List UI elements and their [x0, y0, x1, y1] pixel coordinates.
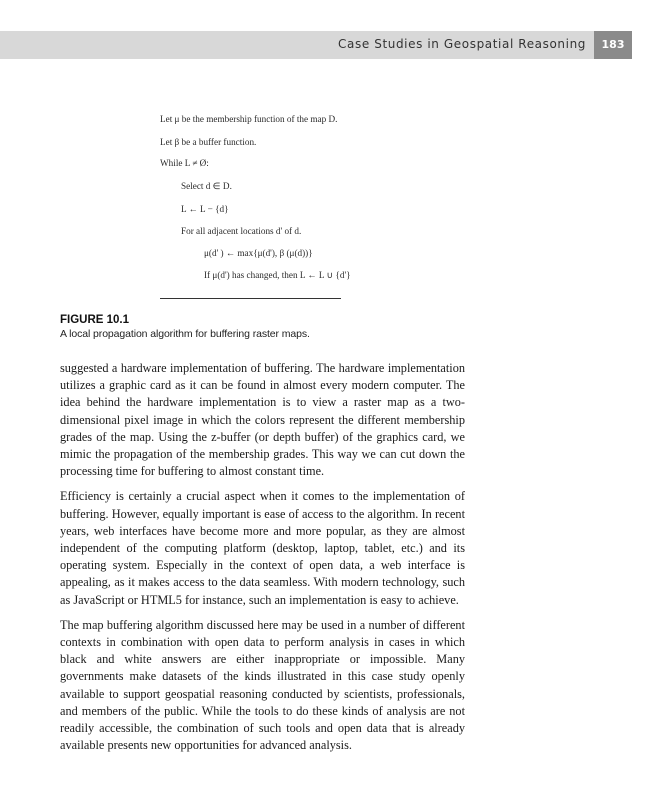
algorithm-line: If μ(d') has changed, then L ← L ∪ {d'} [204, 270, 351, 280]
page-number: 183 [594, 31, 632, 59]
running-header [0, 31, 594, 59]
algorithm-line: While L ≠ Ø: [160, 158, 209, 168]
figure-divider [160, 298, 341, 299]
algorithm-line: μ(d' ) ← max{μ(d'), β (μ(d))} [204, 248, 313, 258]
algorithm-line: Let β be a buffer function. [160, 137, 257, 147]
algorithm-line: Let μ be the membership function of the map D. [160, 114, 338, 124]
paragraph: suggested a hardware implementation of buffering. The hardware implementation utilizes a graphic card as it can be found in almost every modern computer. The idea behind the hardware implementation is to view a raster map as a two-dimensional pixel image in which the colors represent the different membership grades of the map. Using the z-buffer (or depth buffer) of the graphics card, we mimic the propagation of the membership grades. This way we can cut down the processing time for buffering to almost constant time. [60, 361, 465, 479]
body-text [60, 360, 465, 762]
figure-caption: A local propagation algorithm for buffering raster maps. [60, 328, 310, 340]
algorithm-line: L ← L − {d} [181, 204, 229, 214]
algorithm-line: For all adjacent locations d' of d. [181, 226, 302, 236]
algorithm-line: Select d ∈ D. [181, 181, 232, 191]
paragraph: Efficiency is certainly a crucial aspect when it comes to the implementation of buffering. However, equally important is ease of access to the algorithm. In recent years, web interfaces have become more and more popular, as they are almost independent of the computing platform (desktop, laptop, tablet, etc.) and its operating system. Especially in the context of open data, a web interface is appealing, as it makes access to the data seamless. With modern technology, such as JavaScript or HTML5 for instance, such an implementation is easy to achieve. [60, 489, 465, 607]
running-header-title: Case Studies in Geospatial Reasoning [338, 37, 586, 51]
paragraph: The map buffering algorithm discussed here may be used in a number of different contexts in combination with open data to perform analysis in cases in which black and white answers are either inappropriate or impossible. Many governments make datasets of the kinds illustrated in this case study openly available to support geospatial reasoning conducted by scientists, professionals, and members of the public. While the tools to do these kinds of analysis are not readily accessible, the combination of such tools and open data that is already available presents new opportunities for advanced analysis. [60, 617, 465, 753]
figure-label: FIGURE 10.1 [60, 314, 130, 326]
